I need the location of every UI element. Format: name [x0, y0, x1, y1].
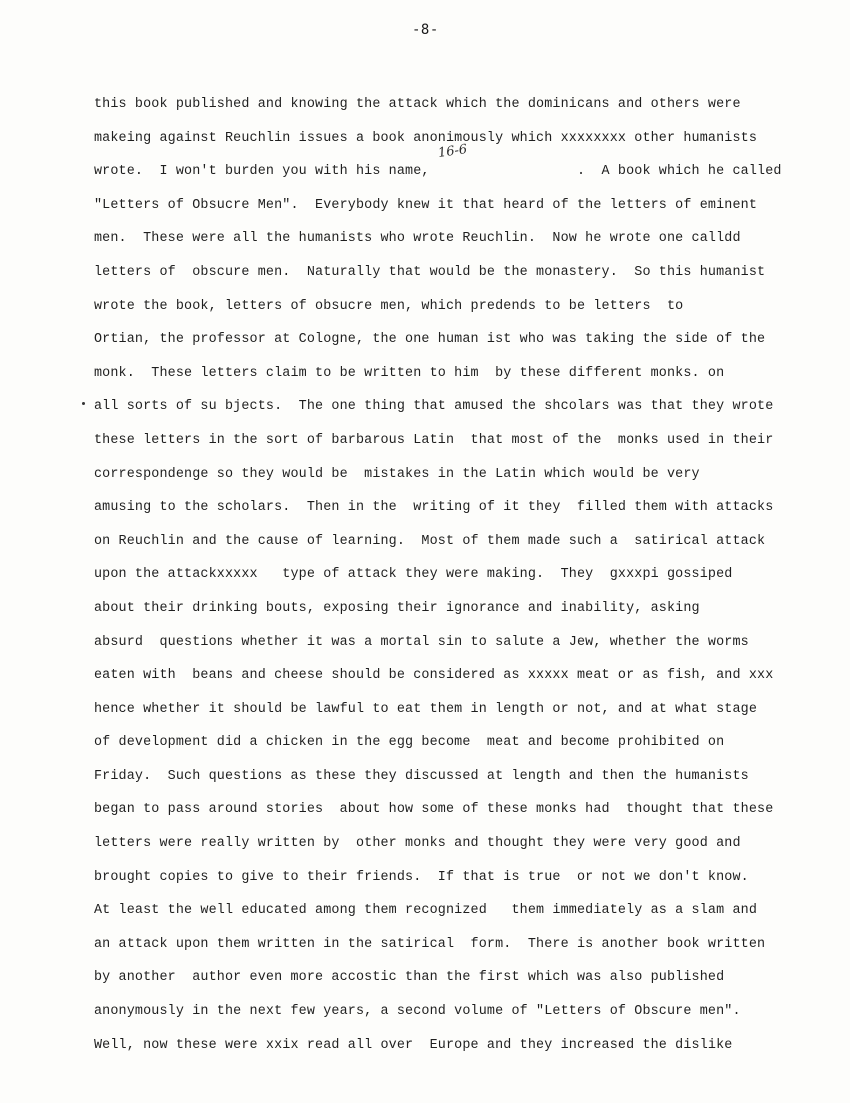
text-line: all sorts of su bjects. The one thing that amused the shcolars was that they wrote	[94, 399, 774, 415]
margin-mark	[82, 402, 85, 405]
text-line: letters were really written by other monks and thought they were very good and	[94, 836, 741, 852]
text-line: by another author even more accostic than the first which was also published	[94, 970, 725, 986]
text-line: letters of obscure men. Naturally that would be the monastery. So this humanist	[94, 264, 766, 280]
text-line: At least the well educated among them recognized them immediately as a slam and	[94, 903, 758, 919]
text-line: correspondenge so they would be mistakes in the Latin which would be very	[94, 466, 700, 482]
text-line: this book published and knowing the attack which the dominicans and others were	[94, 97, 741, 112]
text-line: men. These were all the humanists who wrote Reuchlin. Now he wrote one calldd	[94, 231, 741, 247]
text-line: wrote the book, letters of obsucre men, which predends to be letters to	[94, 298, 684, 314]
text-line: upon the attackxxxxx type of attack they were making. They gxxxpi gossiped	[94, 567, 733, 583]
handwritten-margin-note: 16-6	[437, 142, 469, 161]
text-line: makeing against Reuchlin issues a book anonimously which xxxxxxxx other humanists	[94, 130, 758, 146]
text-line: brought copies to give to their friends. If that is true or not we don't know.	[94, 869, 749, 885]
text-line: absurd questions whether it was a mortal sin to salute a Jew, whether the worms	[94, 634, 749, 650]
text-line: about their drinking bouts, exposing their ignorance and inability, asking	[94, 600, 700, 616]
text-line: amusing to the scholars. Then in the writing of it they filled them with attacks	[94, 500, 774, 516]
text-line: hence whether it should be lawful to eat them in length or not, and at what stage	[94, 701, 758, 717]
text-line: on Reuchlin and the cause of learning. Most of them made such a satirical attack	[94, 533, 766, 549]
text-line: an attack upon them written in the satirical form. There is another book written	[94, 936, 766, 952]
text-line: these letters in the sort of barbarous Latin that most of the monks used in their	[94, 432, 774, 448]
body-text	[94, 88, 824, 1062]
text-line: anonymously in the next few years, a second volume of "Letters of Obscure men".	[94, 1004, 741, 1020]
text-line: Ortian, the professor at Cologne, the one human ist who was taking the side of the	[94, 332, 766, 348]
text-line: wrote. I won't burden you with his name, . A book which he called	[94, 164, 782, 180]
text-line: began to pass around stories about how some of these monks had thought that these	[94, 802, 774, 818]
page-number: -8-	[412, 22, 439, 38]
text-line: "Letters of Obsucre Men". Everybody knew it that heard of the letters of eminent	[94, 197, 758, 213]
text-line: monk. These letters claim to be written to him by these different monks. on	[94, 365, 725, 381]
text-line: eaten with beans and cheese should be considered as xxxxx meat or as fish, and xxx	[94, 668, 774, 684]
text-line: Well, now these were xxix read all over Europe and they increased the dislike	[94, 1037, 733, 1053]
text-line: of development did a chicken in the egg become meat and become prohibited on	[94, 735, 725, 751]
text-line: Friday. Such questions as these they discussed at length and then the humanists	[94, 768, 749, 784]
